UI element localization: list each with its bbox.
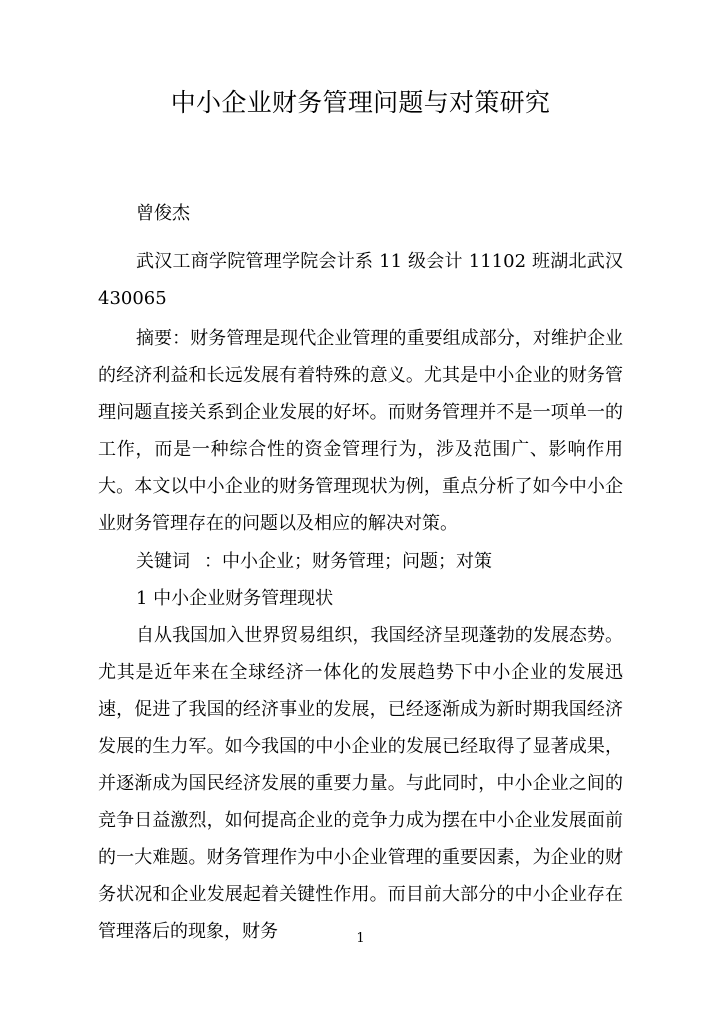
keywords-label: 关键词 — [136, 551, 190, 572]
page-number-footer: 1 — [356, 931, 365, 946]
keywords-value: ：中小企业；财务管理；问题；对策 — [204, 551, 492, 572]
author-name: 曾俊杰 — [136, 203, 190, 224]
keywords-line — [98, 543, 623, 580]
section-heading-1: 1 中小企业财务管理现状 — [136, 588, 334, 609]
abstract-paragraph: 摘要：财务管理是现代企业管理的重要组成部分，对维护企业的经济利益和长远发展有着特殊的意义。尤其是中小企业的财务管理问题直接关系到企业发展的好坏。而财务管理并不是一项单一的工作，而是一种综合性的资金管理行为，涉及范围广、影响作用大。本文以中小企业的财务管理现状为例，重点分析了如今中小企业财务管理存在的问题以及相应的解决对策。 — [98, 328, 623, 534]
body-paragraph-1: 自从我国加入世界贸易组织，我国经济呈现蓬勃的发展态势。尤其是近年来在全球经济一体化的发展趋势下中小企业的发展迅速，促进了我国的经济事业的发展，已经逐渐成为新时期我国经济发展的生力军。如今我国的中小企业的发展已经取得了显著成果，并逐渐成为国民经济发展的重要力量。与此同时，中小企业之间的竞争日益激烈，如何提高企业的竞争力成为摆在中小企业发展面前的一大难题。财务管理作为中小企业管理的重要因素，为企业的财务状况和企业发展起着关键性作用。而目前大部分的中小企业存在管理落后的现象，财务 — [98, 625, 623, 942]
page-title: 中小企业财务管理问题与对策研究 — [170, 88, 551, 117]
author-affiliation: 武汉工商学院管理学院会计系 11 级会计 11102 班湖北武汉 430065 — [98, 251, 623, 309]
